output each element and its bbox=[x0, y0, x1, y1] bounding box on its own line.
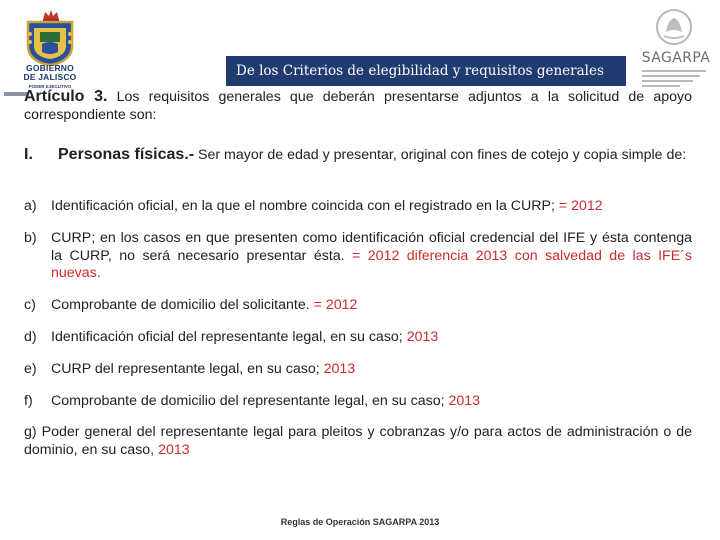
item-letter: g) bbox=[24, 424, 37, 440]
item-letter: e) bbox=[24, 361, 37, 377]
article-label: Artículo 3. bbox=[24, 88, 108, 105]
list-item bbox=[24, 198, 692, 216]
item-text: CURP del representante legal, en su caso; bbox=[51, 361, 320, 377]
list-item bbox=[24, 424, 692, 459]
item-note: 2013 bbox=[448, 393, 481, 409]
item-letter: c) bbox=[24, 297, 36, 313]
section-personas-fisicas bbox=[24, 146, 692, 165]
item-note: = 2012 diferencia 2013 con salvedad de las IFE´s nuevas. bbox=[51, 247, 692, 281]
slide-title: De los Criterios de elegibilidad y requisitos generales bbox=[236, 63, 604, 79]
item-letter: f) bbox=[24, 393, 33, 409]
item-letter: d) bbox=[24, 329, 37, 345]
logo-title-line2: DE JALISCO bbox=[23, 72, 77, 82]
item-text: Comprobante de domicilio del solicitante. bbox=[51, 297, 310, 313]
item-text: Poder general del representante legal para pleitos y cobranzas y/o para actos de administración o de dominio, en su caso, bbox=[24, 424, 692, 458]
item-letter: a) bbox=[24, 198, 37, 214]
mexico-eagle-seal-icon bbox=[654, 8, 694, 46]
list-item bbox=[24, 230, 692, 283]
footer-caption: Reglas de Operación SAGARPA 2013 bbox=[280, 517, 440, 527]
jalisco-coat-of-arms-icon bbox=[24, 20, 76, 66]
logo-title-line1: GOBIERNO bbox=[26, 63, 74, 73]
list-item bbox=[24, 329, 692, 347]
sagarpa-subtitle-lines bbox=[642, 70, 706, 90]
section-text: Ser mayor de edad y presentar, original con fines de cotejo y copia simple de: bbox=[198, 147, 687, 163]
item-text: Identificación oficial del representante legal, en su caso; bbox=[51, 329, 403, 345]
item-note: 2013 bbox=[323, 361, 356, 377]
slide-title-banner bbox=[226, 56, 626, 86]
list-item bbox=[24, 361, 692, 379]
item-text: Comprobante de domicilio del representante legal, en su caso; bbox=[51, 393, 445, 409]
sagarpa-brand: SAGARPA bbox=[641, 50, 711, 66]
logo-subtitle: PODER EJECUTIVO bbox=[28, 84, 72, 89]
list-item bbox=[24, 297, 692, 315]
section-heading: Personas físicas.- bbox=[58, 146, 195, 163]
section-numeral: I. bbox=[24, 146, 33, 163]
item-note: 2013 bbox=[158, 441, 190, 458]
item-note: = 2012 bbox=[558, 198, 603, 214]
list-item bbox=[24, 393, 692, 411]
item-text: CURP; en los casos en que presenten como identificación oficial credencial del IFE y ésta contenga la CURP, no será necesario presentar ésta. bbox=[51, 230, 692, 264]
sagarpa-logo bbox=[636, 8, 716, 90]
article-paragraph bbox=[24, 88, 692, 124]
item-note: = 2012 bbox=[313, 297, 358, 313]
item-text: Identificación oficial, en la que el nombre coincida con el registrado en la CURP; bbox=[51, 198, 555, 214]
item-letter: b) bbox=[24, 230, 37, 246]
article-intro: Los requisitos generales que deberán presentarse adjuntos a la solicitud de apoyo correspondiente son: bbox=[24, 89, 692, 123]
item-note: 2013 bbox=[406, 329, 439, 345]
